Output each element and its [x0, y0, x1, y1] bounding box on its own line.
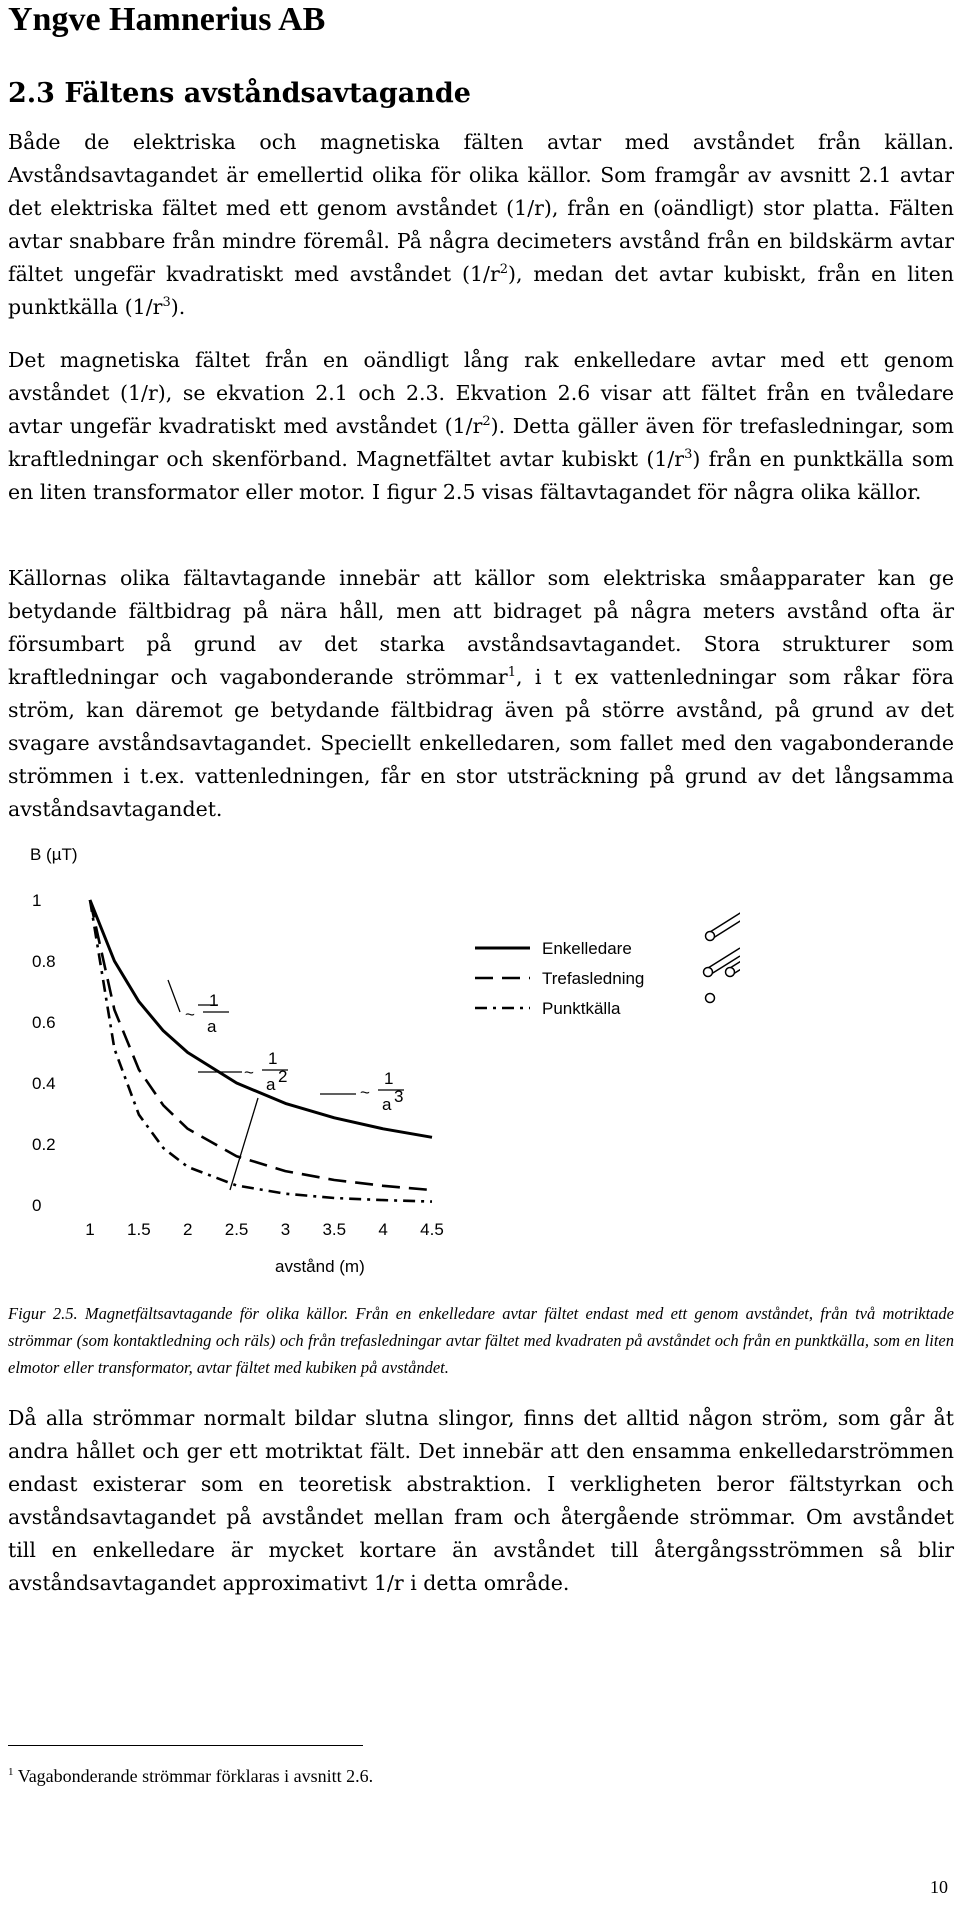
x-tick-label: 1: [85, 1220, 95, 1239]
three-phase-icon: [704, 968, 713, 977]
footnote-mark: 1: [8, 1766, 14, 1778]
paragraph-2: [8, 344, 954, 509]
y-tick-labels: [32, 891, 56, 1215]
footnote-divider: [8, 1745, 363, 1746]
y-tick-label: 0.6: [32, 1013, 56, 1032]
y-axis-label: B (µT): [30, 845, 78, 864]
paragraph-2-sup-2: 3: [684, 447, 693, 463]
paragraph-1-text-a: Både de elektriska och magnetiska fälten avtar med avståndet från källan. Avståndsavtagandet är emellertid olika för olika källor. Som framgår av avsnitt 2.1 avtar det elektriska fältet med ett genom avståndet (1/r), från en (oändligt) stor platta. Fälten avtar snabbare från mindre föremål. På några decimeters avstånd från en bildskärm avtar fältet ungefär kvadratiskt med avståndet (1/r: [8, 130, 954, 286]
x-tick-label: 2: [182, 1220, 193, 1239]
annotation-exponent: 3: [394, 1087, 404, 1106]
x-tick-label: 3.5: [322, 1220, 347, 1239]
point-source-icon: [706, 994, 715, 1003]
annotation-denominator: a: [266, 1075, 276, 1094]
legend-label: Trefasledning: [542, 969, 645, 988]
annotation-leader: [168, 980, 180, 1012]
x-tick-label: 1.5: [127, 1220, 151, 1239]
footnote-reference[interactable]: 1: [507, 665, 517, 681]
y-tick-label: 1: [32, 891, 42, 910]
y-tick-label: 0.4: [32, 1074, 56, 1093]
paragraph-2-sup-1: 2: [482, 414, 491, 430]
footnote: [8, 1764, 373, 1788]
annotation-numerator: 1: [209, 991, 219, 1010]
y-tick-label: 0: [32, 1196, 42, 1215]
paragraph-3-text-a: Källornas olika fältavtagande innebär att källor som elektriska småapparater kan ge betydande fältbidrag på nära håll, men att bidraget på några meters avstånd ofta är försumbart på grund av det starka avståndsavtagandet. Stora strukturer som kraftledningar och vagabonderande strömmar: [8, 566, 954, 689]
legend: [475, 910, 740, 1018]
data-series: [90, 900, 432, 1202]
x-tick-label: 4: [378, 1220, 388, 1239]
annotations: [168, 980, 404, 1190]
annotation-1: [185, 991, 229, 1036]
paragraph-1-text-b: ), medan det avtar kubiskt, från en liten punktkälla (1/r: [8, 262, 954, 319]
annotation-leader: [230, 1098, 258, 1190]
footnote-text: Vagabonderande strömmar förklaras i avsnitt 2.6.: [17, 1766, 374, 1786]
x-tick-label: 4.5: [420, 1220, 444, 1239]
x-tick-label: 3: [280, 1220, 291, 1239]
figure-2-5: [20, 840, 740, 1280]
paragraph-2-text-b: ). Detta gäller även för trefasledningar, som kraftledningar och skenförband. Magnetfältet avtar kubiskt (1/r: [8, 414, 954, 471]
paragraph-4: Då alla strömmar normalt bildar slutna slingor, finns det alltid någon ström, som går åt andra hållet och ger ett motriktat fält. Det innebär att den ensamma enkelledarströmmen endast existerar som en teoretisk abstraktion. I verkligheten beror fältstyrkan och avståndsavtagandet på avståndet mellan fram och återgående strömmar. Om avståndet till en enkelledare är mycket kortare än avståndet till återgångsströmmen så blir avståndsavtagandet approximativt 1/r i detta område.: [8, 1406, 954, 1595]
y-tick-label: 0.2: [32, 1135, 56, 1154]
paragraph-2-text-c: ) från en punktkälla som en liten transformator eller motor. I figur 2.5 visas fältavtagandet för några olika källor.: [8, 447, 954, 504]
annotation-tilde: ~: [360, 1083, 370, 1102]
decay-chart: [20, 840, 740, 1280]
series-line-trefasledning: [90, 900, 432, 1190]
series-line-enkelledare: [90, 900, 432, 1137]
x-tick-labels: [85, 1220, 444, 1239]
y-tick-label: 0.8: [32, 952, 56, 971]
paragraph-1-sup-2: 3: [162, 295, 171, 311]
paragraph-1-text-c: ).: [170, 295, 186, 319]
single-conductor-icon: [706, 932, 715, 941]
company-name: Yngve Hamnerius AB: [8, 1, 326, 38]
legend-label: Punktkälla: [542, 999, 621, 1018]
figure-caption: Figur 2.5. Magnetfältsavtagande för olika källor. Från en enkelledare avtar fältet endast med ett genom avståndet, från två motriktade strömmar (som kontaktledning och räls) och från trefasledningar avtar fältet med kvadraten på avståndet och från en punktkälla, som en liten elmotor eller transformator, avtar fältet med kubiken på avståndet.: [8, 1304, 954, 1377]
paragraph-1: [8, 126, 954, 324]
legend-label: Enkelledare: [542, 939, 632, 958]
paragraph-2-text-a: Det magnetiska fältet från en oändligt lång rak enkelledare avtar med ett genom avståndet (1/r), se ekvation 2.1 och 2.3. Ekvation 2.6 visar att fältet från en tvåledare avtar ungefär kvadratiskt med avståndet (1/r: [8, 348, 954, 438]
annotation-tilde: ~: [244, 1063, 254, 1082]
annotation-denominator: a: [207, 1017, 217, 1036]
three-phase-icon: [726, 968, 735, 977]
paragraph-1-sup-1: 2: [499, 262, 509, 278]
paragraph-3-text-b: , i t ex vattenledningar som råkar föra ström, kan däremot ge betydande fältbidrag även på större avstånd, på grund av det svagare avståndsavtagandet. Speciellt enkelledaren, som fallet med den vagabonderande strömmen i t.ex. vattenledningen, får en stor utsträckning på grund av det långsamma avståndsavtagandet.: [8, 665, 954, 821]
section-title: 2.3 Fältens avståndsavtagande: [8, 78, 471, 109]
annotation-3: [360, 1069, 404, 1114]
x-tick-label: 2.5: [224, 1220, 249, 1239]
x-axis-label: avstånd (m): [275, 1257, 365, 1276]
annotation-tilde: ~: [185, 1005, 195, 1024]
page-number: 10: [930, 1877, 948, 1897]
annotation-numerator: 1: [268, 1049, 278, 1068]
series-line-punktkälla: [90, 900, 432, 1202]
paragraph-3: [8, 562, 954, 826]
annotation-exponent: 2: [278, 1067, 288, 1086]
annotation-denominator: a: [382, 1095, 392, 1114]
annotation-numerator: 1: [384, 1069, 394, 1088]
